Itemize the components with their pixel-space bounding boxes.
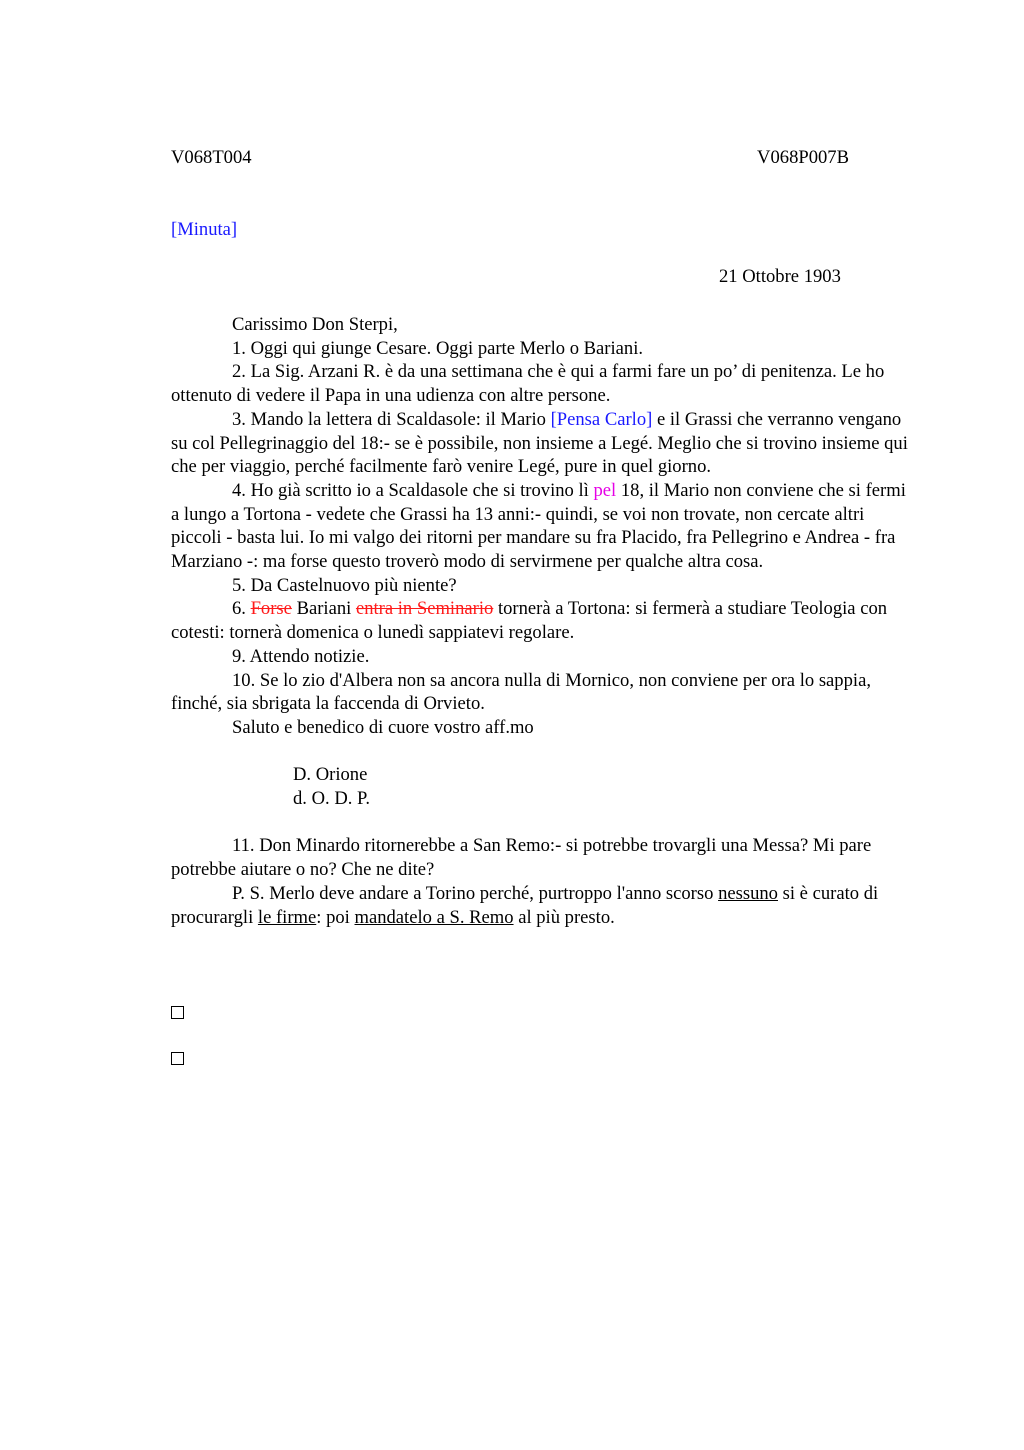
document-header <box>171 147 849 169</box>
paragraph-3-text-a: 3. Mando la lettera di Scaldasole: il Mario <box>232 408 551 430</box>
postscript-text-b: si è curato di procurargli <box>171 882 879 928</box>
postscript-text-a: P. S. Merlo deve andare a Torino perché, purtroppo l'anno scorso <box>232 882 719 904</box>
paragraph-5: 5. Da Castelnuovo più niente? <box>232 574 457 596</box>
right-code: V068P007B <box>757 147 849 168</box>
paragraph-1: 1. Oggi qui giunge Cesare. Oggi parte Merlo o Bariani. <box>232 337 644 359</box>
postscript-text-d: al più presto. <box>513 906 615 928</box>
paragraph-2: 2. La Sig. Arzani R. è da una settimana che è qui a farmi fare un po’ di penitenza. Le ho ottenuto di vedere il Papa in una udienza con altre persone. <box>171 361 885 407</box>
paragraph-4 <box>171 479 918 574</box>
paragraph-10: 10. Se lo zio d'Albera non sa ancora nulla di Mornico, non conviene per ora lo sappia, finché, sia sbrigata la faccenda di Orvieto. <box>171 669 871 715</box>
left-code: V068T004 <box>171 147 252 168</box>
closing: Saluto e benedico di cuore vostro aff.mo <box>232 716 534 738</box>
spacer <box>171 811 918 835</box>
underlined-word-1: nessuno <box>718 882 778 904</box>
empty-checkbox-icon <box>171 1052 184 1065</box>
letter-date: 21 Ottobre 1903 <box>719 266 841 287</box>
paragraph-4-text-b: 18, il Mario non conviene che si fermi a lungo a Tortona - vedete che Grassi ha 13 anni:- quindi, se voi non trovate, non cercate altri piccoli - basta lui. Io mi valgo dei ritorni per mandare su fra Placido, fra Pellegrino e Andrea - fra Marziano -: ma forse questo troverò modo di servirmene per qualche altra cosa. <box>171 479 906 573</box>
paragraph-3 <box>171 408 918 479</box>
paragraph-4-text-a: 4. Ho già scritto io a Scaldasole che si trovino lì <box>232 479 594 501</box>
paragraph-6-text-b: tornerà a Tortona: si fermerà a studiare Teologia con cotesti: tornerà domenica o lunedì sappiatevi regolare. <box>171 598 888 644</box>
struck-word-1: Forse <box>250 598 292 620</box>
postscript <box>171 882 918 929</box>
empty-checkbox-icon <box>171 1006 184 1019</box>
signature-line-1: D. Orione <box>293 764 368 786</box>
salutation: Carissimo Don Sterpi, <box>232 314 398 335</box>
paragraph-3-text-b: e il Grassi che verranno vengano su col Pellegrinaggio del 18:- se è possibile, non insieme a Legé. Meglio che si trovino insieme qui che per viaggio, perché facilmente farò venire Legé, pure in quel giorno. <box>171 408 908 478</box>
highlighted-word: pel <box>593 479 617 501</box>
paragraph-11: 11. Don Minardo ritornerebbe a San Remo:- si potrebbe trovargli una Messa? Mi pare potrebbe aiutare o no? Che ne dite? <box>171 835 872 881</box>
editor-note: [Pensa Carlo] <box>550 408 653 430</box>
minuta-note: [Minuta] <box>171 219 238 240</box>
paragraph-6-number: 6. <box>232 598 251 620</box>
underlined-phrase-3: mandatelo a S. Remo <box>354 906 514 928</box>
postscript-text-c: : poi <box>316 906 355 928</box>
spacer <box>171 740 918 764</box>
paragraph-6 <box>171 597 918 644</box>
paragraph-9: 9. Attendo notizie. <box>232 645 370 667</box>
letter-body <box>171 313 918 929</box>
signature-line-2: d. O. D. P. <box>293 788 370 810</box>
struck-phrase-2: entra in Seminario <box>355 598 494 620</box>
underlined-word-2: le firme <box>257 906 317 928</box>
paragraph-6-text-a: Bariani <box>291 598 356 620</box>
